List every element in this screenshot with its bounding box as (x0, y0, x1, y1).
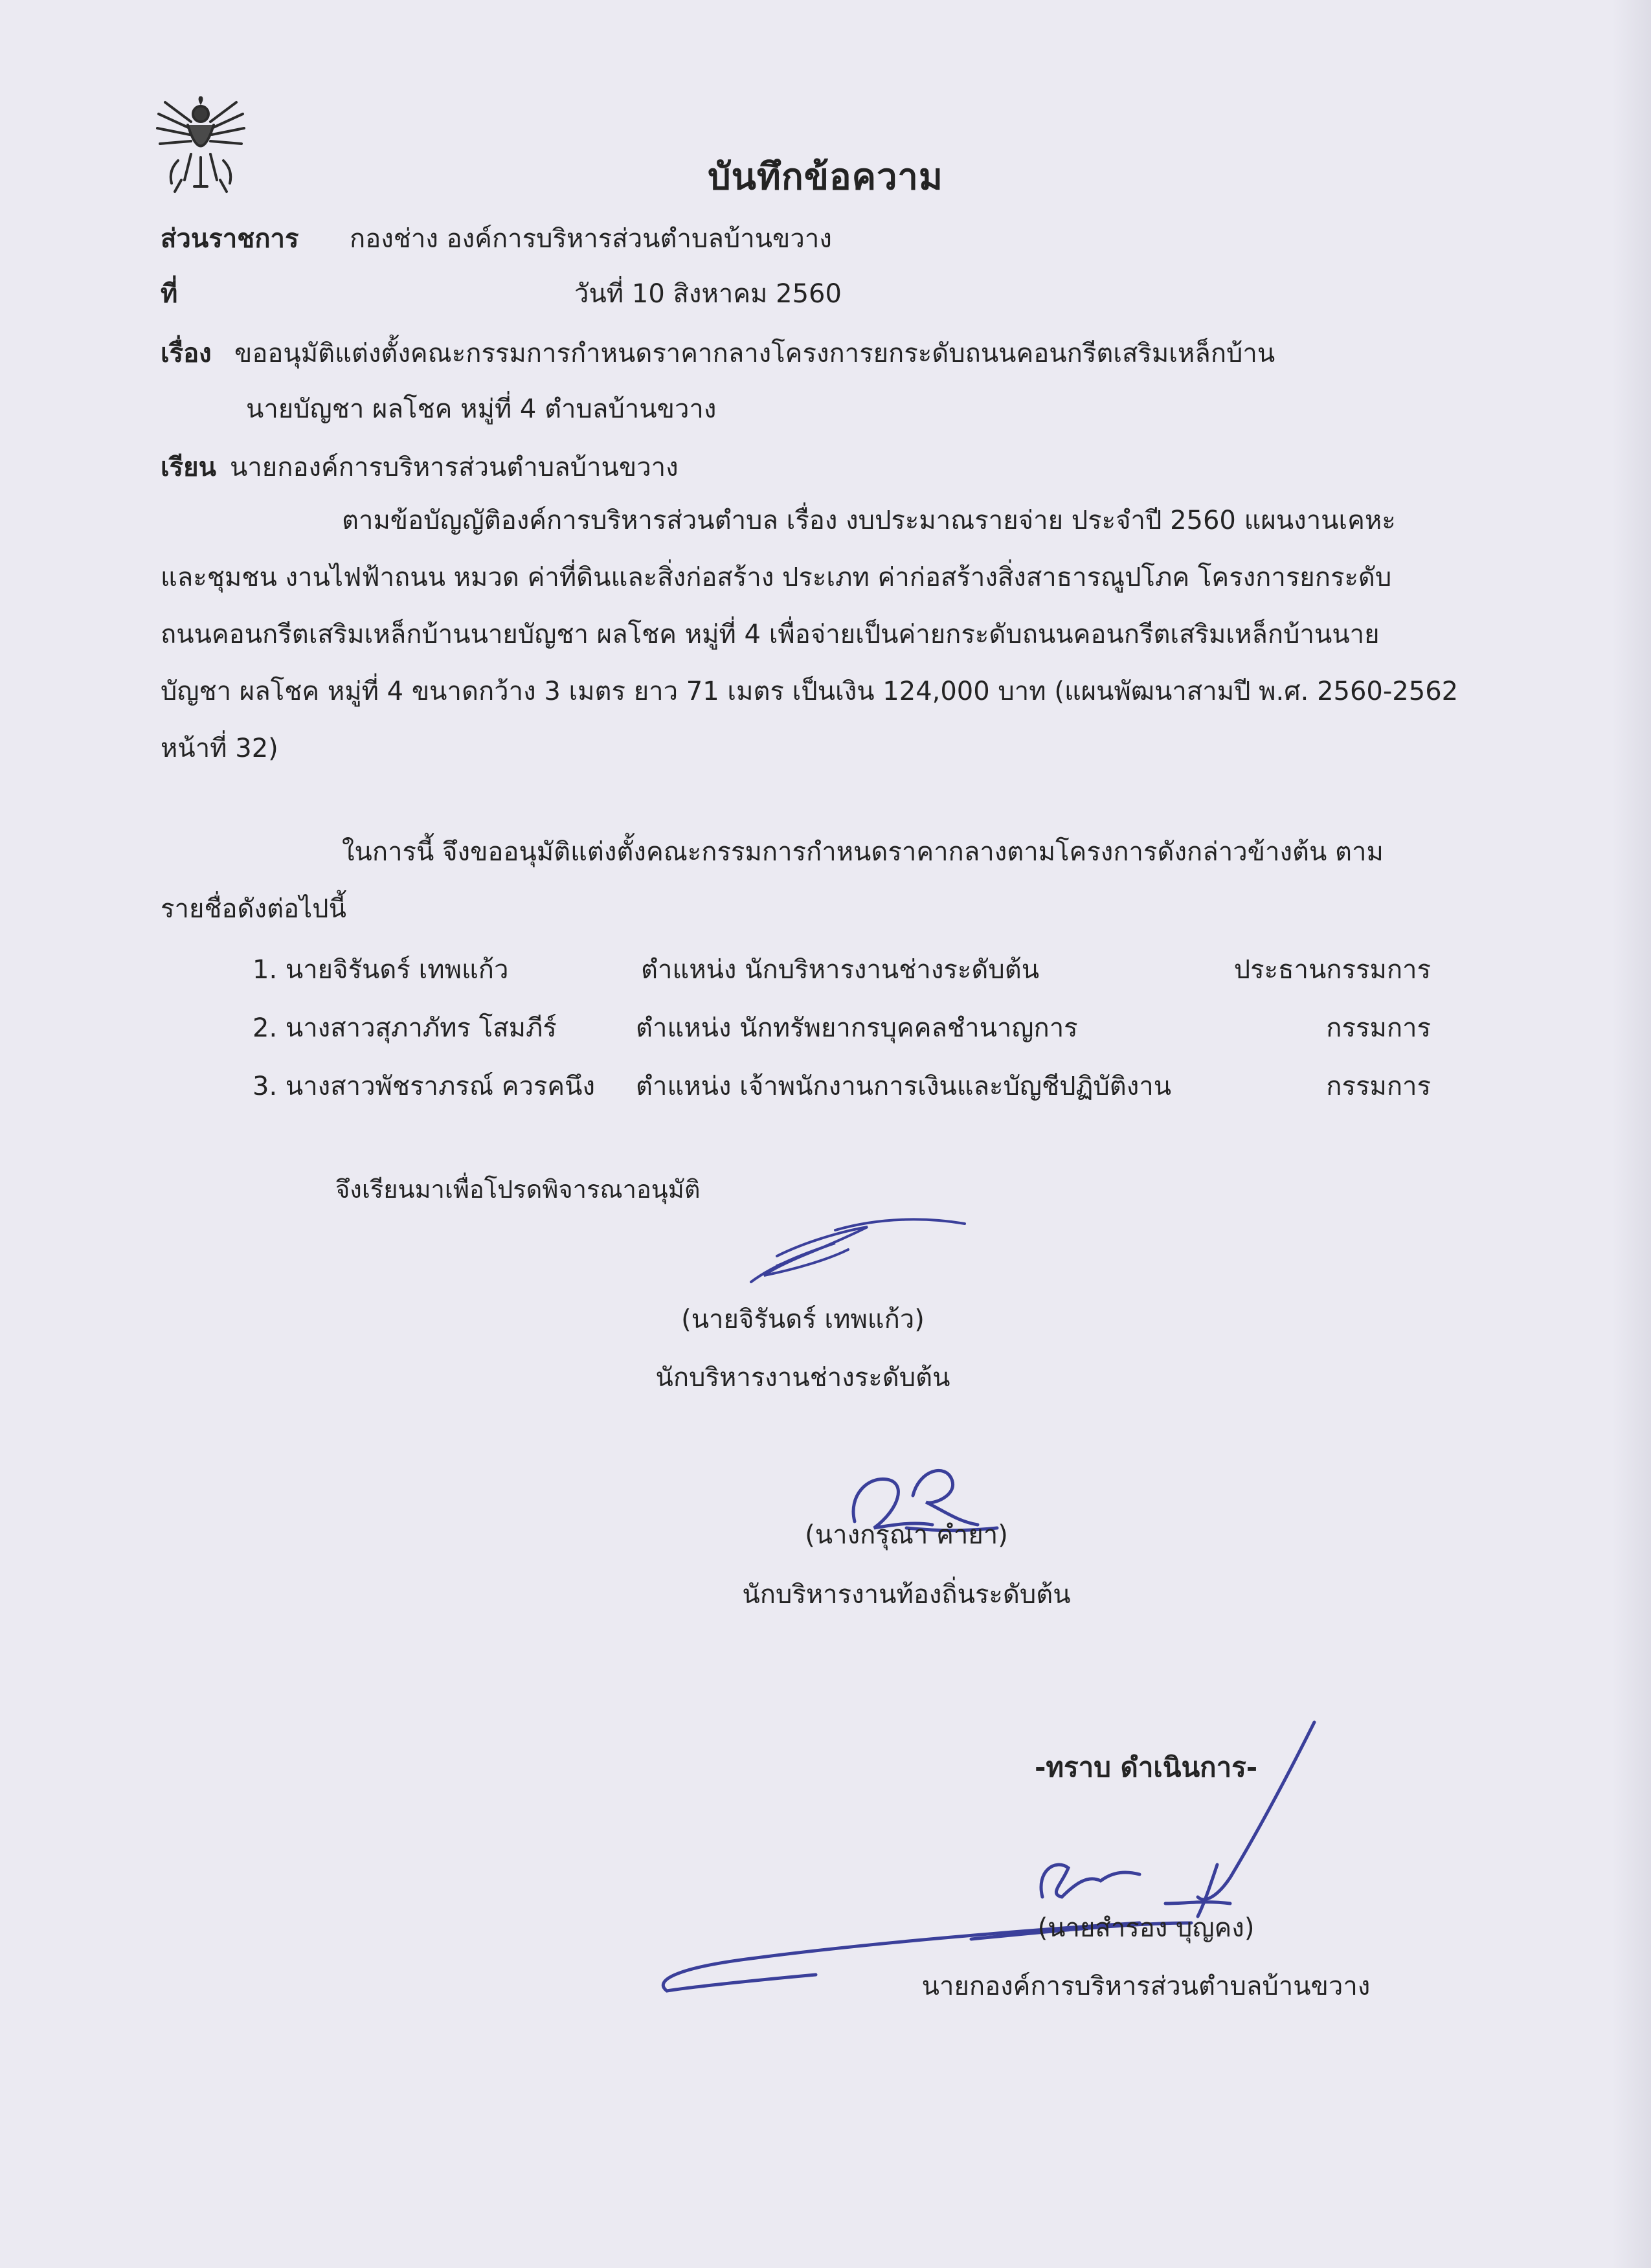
paragraph-1-line-2: และชุมชน งานไฟฟ้าถนน หมวด ค่าที่ดินและสิ่งก่อสร้าง ประเภท ค่าก่อสร้างสิ่งสาธารณูปโภค โครงการยกระดับ (161, 563, 1392, 592)
memo-date: วันที่ 10 สิงหาคม 2560 (574, 279, 842, 309)
committee-member-2-position: ตำแหน่ง นักทรัพยากรบุคคลชำนาญการ (636, 1013, 1078, 1043)
subject-line-1: ขออนุมัติแต่งตั้งคณะกรรมการกำหนดราคากลางโครงการยกระดับถนนคอนกรีตเสริมเหล็กบ้าน (234, 339, 1275, 368)
subject-label: เรื่อง (161, 339, 212, 368)
committee-member-3-role: กรรมการ (1326, 1072, 1431, 1101)
member-name: 3. นางสาวพัชราภรณ์ ควรคนึง (253, 1072, 596, 1101)
paragraph-2-line-2: รายชื่อดังต่อไปนี้ (161, 894, 346, 924)
signature-1-title: นักบริหารงานช่างระดับต้น (655, 1363, 950, 1393)
paragraph-1-line-3: ถนนคอนกรีตเสริมเหล็กบ้านนายบัญชา ผลโชค หมู่ที่ 4 เพื่อจ่ายเป็นค่ายกระดับถนนคอนกรีตเสริมเหล็กบ้านนาย (161, 620, 1380, 649)
approval-note: -ทราบ ดำเนินการ- (1035, 1751, 1258, 1783)
signature-1-name: (นายจิรันดร์ เทพแก้ว) (681, 1305, 925, 1334)
signature-3-name: (นายสำรอง บุญคง) (1037, 1913, 1255, 1943)
committee-member-2 (253, 1007, 557, 1048)
memo-title: บันทึกข้อความ (708, 156, 943, 198)
ref-label: ที่ (161, 279, 178, 309)
paragraph-1-line-5: หน้าที่ 32) (161, 734, 278, 763)
subject-line-2: นายบัญชา ผลโชค หมู่ที่ 4 ตำบลบ้านขวาง (246, 394, 717, 424)
department-label: ส่วนราชการ (161, 224, 299, 254)
department-value: กองช่าง องค์การบริหารส่วนตำบลบ้านขวาง (350, 224, 832, 254)
committee-member-1 (253, 949, 508, 990)
signature-2-title: นักบริหารงานท้องถิ่นระดับต้น (742, 1580, 1071, 1610)
paragraph-1-line-4: บัญชา ผลโชค หมู่ที่ 4 ขนาดกว้าง 3 เมตร ยาว 71 เมตร เป็นเงิน 124,000 บาท (แผนพัฒนาสามปี พ.ศ. 2560-2562 (161, 677, 1459, 706)
committee-member-2-role: กรรมการ (1326, 1013, 1431, 1043)
committee-member-1-role: ประธานกรรมการ (1233, 955, 1431, 985)
signature-2-name: (นางกรุณา คำยา) (805, 1520, 1008, 1550)
signature-3-title: นายกองค์การบริหารส่วนตำบลบ้านขวาง (921, 1971, 1371, 2001)
scan-edge-shadow (1612, 0, 1651, 2268)
to-value: นายกองค์การบริหารส่วนตำบลบ้านขวาง (230, 453, 679, 482)
paragraph-1-line-1: ตามข้อบัญญัติองค์การบริหารส่วนตำบล เรื่อง งบประมาณรายจ่าย ประจำปี 2560 แผนงานเคหะ (342, 506, 1396, 535)
committee-member-3-position: ตำแหน่ง เจ้าพนักงานการเงินและบัญชีปฏิบัติงาน (636, 1072, 1172, 1101)
paragraph-2-line-1: ในการนี้ จึงขออนุมัติแต่งตั้งคณะกรรมการกำหนดราคากลางตามโครงการดังกล่าวข้างต้น ตาม (342, 837, 1384, 867)
member-name: 1. นายจิรันดร์ เทพแก้ว (253, 955, 509, 985)
committee-member-3 (253, 1065, 595, 1106)
member-name: 2. นางสาวสุภาภัทร โสมภีร์ (253, 1013, 557, 1043)
to-label: เรียน (161, 453, 216, 482)
closing-line: จึงเรียนมาเพื่อโปรดพิจารณาอนุมัติ (335, 1175, 701, 1204)
signature-1-icon (738, 1204, 971, 1288)
committee-member-1-position: ตำแหน่ง นักบริหารงานช่างระดับต้น (641, 955, 1040, 985)
